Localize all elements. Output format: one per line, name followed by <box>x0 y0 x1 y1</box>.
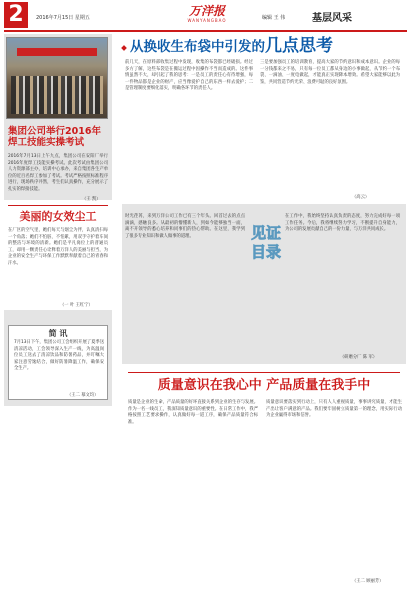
moving-cloth-body-left: 前几天，在原料部收集过程中发现，收集的布袋都已经破损。经过多方了解，这些布袋是在搬运过程中因操作不当而造成的。这件事情虽然不大，却引起了我的思考：一是员工的责任心有待增强，每一件物品都是企业的财产，应当像爱护自己的东西一样去爱护；二是管理制度要细化落实，明确各环节的责任人。 <box>125 60 253 92</box>
editor-credit: 编辑 王 伟 <box>262 15 286 21</box>
photo-news-body: 2016年7月13日上午九点，集团公司在安阳厂举行2016年度焊工技能实操考试。此次考试由集团公司人力资源部主办，培训中心承办，来自集团各生产单位的近百名焊工参加了考试。考试严格按照标准程序进行，现场秩序井然，考生们认真操作，充分展示了扎实的焊接技能。 <box>8 154 108 192</box>
newspaper-logo <box>178 5 236 25</box>
logo-subtitle: WANYANGBAO <box>187 18 227 23</box>
page-header <box>0 0 411 30</box>
news-photo <box>6 37 108 119</box>
quality-body-left: 质量是企业的生命，产品质量的好坏直接关系到企业的生存与发展。作为一名一线员工，我深知质量意识的重要性。在日常工作中，我严格按照工艺要求操作，认真做好每一道工序，确保产品质量符合标准。 <box>128 400 258 425</box>
seeing-real-signature: （研磨分厂 陈 军） <box>340 355 378 360</box>
female-welder-signature: （一 叶 王红宁） <box>60 303 93 308</box>
headline-emphasis: 几点思考 <box>265 36 333 56</box>
seeing-real-body-left: 时光荏苒，来到万洋公司工作已有三个年头。回首过去的点点滴滴，感触良多。从最初的懵懂新人，到如今能够独当一面，离不开领导的悉心培养和同事们的热心帮助。在这里，我学到了很多专业知识和做人做事的道理。 <box>125 214 245 239</box>
seeing-real-tag <box>250 224 282 304</box>
headline-prefix: 从换收生布袋中引发的 <box>130 39 265 55</box>
photo-banner <box>17 48 97 56</box>
quality-headline: 质量意识在我心中 产品质量在我手中 <box>157 378 371 393</box>
notice-signature: （王二 慕文均） <box>67 393 99 398</box>
notice-body: 7月13日下午，集团公司工会组织开展了夏季送清凉活动，工会领导深入生产一线，为高温岗位员工送去了清凉饮品和防暑药品，并叮嘱大家注意劳逸结合，做好防暑降温工作，确保安全生产。 <box>14 340 104 372</box>
page-number: 2 <box>4 2 28 28</box>
female-welder-headline: 美丽的女效尘工 <box>19 210 97 223</box>
header-rule <box>4 30 407 32</box>
tag-text: 见证目录 <box>250 224 281 261</box>
issue-date: 2016年7月15日 星期五 <box>36 15 90 21</box>
notice-box <box>8 325 108 400</box>
photo-news-headline: 集团公司举行2016年焊工技能实操考试 <box>8 126 101 148</box>
female-welder-body: 在厂区的空气里，她们每天与烟尘为伴，认真清扫每一个角落；她们不怕脏、不怕累，用双手守护着车间的整洁与环境的清新。她们是平凡岗位上的普通员工，却用一颗责任心诠释着万洋人的美丽与担当，为企业的安全生产与环保工作默默奉献着自己的青春和汗水。 <box>8 228 108 266</box>
divider <box>8 205 108 206</box>
moving-cloth-body-right: 三是要加强员工的培训教育，提高大家的节约意识和成本意识。企业的每一分钱都来之不易，只有每一位员工都从身边的小事做起，从节约一个布袋、一滴油、一度电做起，才能真正实现降本增效。希望大家能够以此为鉴，共同营造节约光荣、浪费可耻的良好氛围。 <box>260 60 400 85</box>
title-star-icon <box>121 45 127 51</box>
quality-signature: （王二 顾丽芳） <box>352 579 384 584</box>
moving-cloth-headline <box>130 38 400 55</box>
photo-news-signature: （王 凯） <box>82 197 101 202</box>
moving-cloth-signature: （高云） <box>352 195 370 200</box>
quality-body-right: 质量意识要落实到行动上，只有人人重视质量，事事讲究质量，才能生产出让客户满意的产品。我们要牢固树立质量第一的理念，用实际行动为企业赢得市场和信誉。 <box>266 400 402 419</box>
section-name: 基层风采 <box>312 13 352 24</box>
divider <box>128 372 400 373</box>
seeing-real-body-right: 在工作中，我始终坚持认真负责的态度，努力完成好每一项工作任务。今后，我将继续努力学习，不断提升自身能力，为公司的发展贡献自己的一份力量，与万洋共同成长。 <box>285 214 400 233</box>
logo-title: 万洋报 <box>188 4 225 18</box>
photo-crowd <box>11 76 103 114</box>
notice-title: 简 讯 <box>48 329 68 338</box>
